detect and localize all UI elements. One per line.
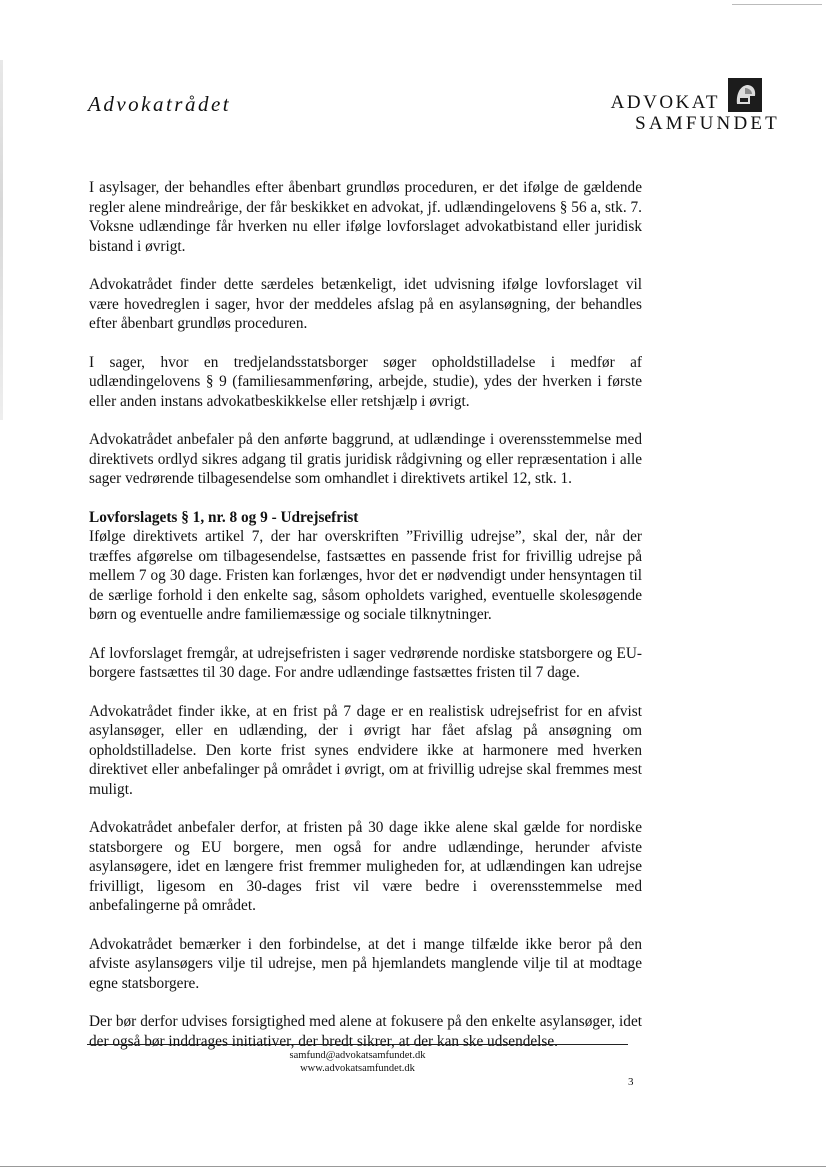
footer-divider bbox=[87, 1044, 628, 1045]
paragraph: Advokatrådet anbefaler på den anførte baggrund, at udlændinge i overensstemmelse med direktivets ordlyd sikres adgang til gratis juridisk rådgivning og eller repræsentation i alle sager vedrørende tilbagesendelse som omhandlet i direktivets artikel 12, stk. 1. bbox=[89, 431, 642, 487]
scan-border-line bbox=[732, 4, 822, 5]
advokatsamfundet-logo bbox=[520, 78, 780, 138]
scan-bottom-line bbox=[0, 1166, 826, 1167]
scan-edge-shadow bbox=[0, 60, 3, 420]
paragraph: Advokatrådet bemærker i den forbindelse, at det i mange tilfælde ikke beror på den afviste asylansøgers vilje til udrejse, men på hjemlandets manglende vilje til at modtage egne statsborgere. bbox=[89, 935, 642, 992]
footer-website-link[interactable]: www.advokatsamfundet.dk bbox=[300, 1063, 415, 1074]
logo-text-top: ADVOKAT bbox=[610, 92, 720, 113]
paragraph: I asylsager, der behandles efter åbenbart grundløs proceduren, er det ifølge de gældende regler alene mindreårige, der får beskikket en advokat, jf. udlændingelovens § 56 a, stk. 7. Voksne udlændinge får hverken nu eller ifølge lovforslaget advokatbistand eller juridisk bistand i øvrigt. bbox=[89, 179, 642, 255]
page-footer bbox=[87, 1049, 628, 1075]
paragraph: Advokatrådet finder ikke, at en frist på 7 dage er en realistisk udrejsefrist for en afvist asylansøger, eller en udlænding, der i øvrigt har fået afslag på ansøgning om opholdstilladelse. Den korte frist synes endvidere ikke at harmonere med hverken direktivet eller anbefalinger på området i øvrigt, om at frivillig udrejse skal fremmes mest muligt. bbox=[89, 702, 642, 798]
paragraph: Advokatrådet anbefaler derfor, at fristen på 30 dage ikke alene skal gælde for nordiske statsborgere og EU borgere, men også for andre udlændinge, herunder afviste asylansøgere, idet en længere frist fremmer muligheden for, at udlændingen kan udrejse frivilligt, ligesom en 30-dages frist vil være bedre i overensstemmelse med anbefalingerne på området. bbox=[89, 819, 642, 914]
page-number: 3 bbox=[628, 1076, 634, 1088]
paragraph: Advokatrådet finder dette særdeles betænkeligt, idet udvisning ifølge lovforslaget vil være hovedreglen i sager, hvor der meddeles afslag på en asylansøgning, der behandles efter åbenbart grundløs proceduren. bbox=[89, 276, 642, 332]
logo-text-bottom: SAMFUNDET bbox=[635, 113, 780, 134]
paragraph: Ifølge direktivets artikel 7, der har overskriften ”Frivillig udrejse”, skal der, når der træffes afgørelse om tilbagesendelse, fastsættes en passende frist for frivillig udrejse på mellem 7 og 30 dage. Fristen kan forlænges, hvor det er nødvendigt under hensyntagen til de særlige forhold i den enkelte sag, såsom opholdets varighed, eventuelle skolesøgende børn og eventuelle andre familiemæssige og sociale tilknytninger. bbox=[89, 528, 642, 623]
paragraph: I sager, hvor en tredjelandsstatsborger søger opholdstilladelse i medfør af udlændingelovens § 9 (familiesammenføring, arbejde, studie), ydes der hverken i første eller anden instans advokatbeskikkelse eller retshjælp i øvrigt. bbox=[89, 353, 642, 410]
footer-email-link[interactable]: samfund@advokatsamfundet.dk bbox=[289, 1050, 426, 1061]
paragraph: Der bør derfor udvises forsigtighed med alene at fokusere på den enkelte asylansøger, idet der også bør inddrages initiativer, der bredt sikrer, at der kan ske udsendelse. bbox=[89, 1013, 642, 1050]
helmet-emblem-icon bbox=[728, 78, 762, 112]
section-heading: Lovforslagets § 1, nr. 8 og 9 - Udrejsefrist bbox=[89, 508, 359, 526]
page-header-title: Advokatrådet bbox=[88, 92, 232, 116]
document-body bbox=[89, 178, 642, 1070]
paragraph: Af lovforslaget fremgår, at udrejsefristen i sager vedrørende nordiske statsborgere og EU-borgere fastsættes til 30 dage. For andre udlændinge fastsættes fristen til 7 dage. bbox=[89, 644, 642, 681]
